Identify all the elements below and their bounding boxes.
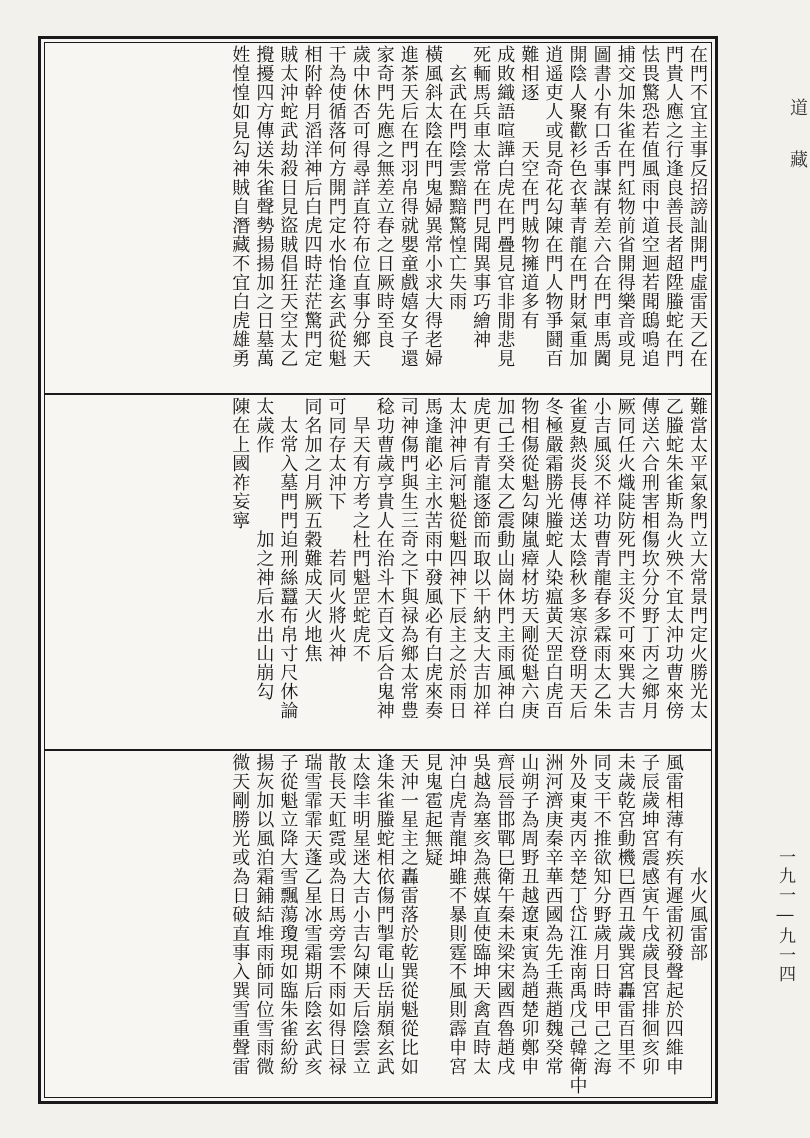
text-column: 厥同任火熾陡防死門主災不可來巽大吉 <box>614 397 636 720</box>
text-column: 子從魁立降大雪飄蕩瓊現如臨朱雀紛紛 <box>277 753 299 1076</box>
band-divider <box>44 749 712 751</box>
side-mark-zang: 藏 <box>787 150 808 168</box>
text-column: 同支干不推欲知分野歲月日時甲己之海 <box>590 753 612 1076</box>
text-column: 歲中休否可得尋詳直符布位直事分鄉天 <box>349 45 371 368</box>
text-column: 吳越為塞亥為燕媒直使臨坤天禽直時太 <box>470 753 492 1076</box>
text-column: 小吉風災不祥功曹青龍春多霖雨太乙朱 <box>590 397 612 720</box>
text-column: 傳送六合刑害相傷坎分分野丁丙之鄉月 <box>638 397 660 720</box>
text-column: 山朔子為周野丑越遼東寅為趙楚卯鄭申 <box>518 753 540 1076</box>
text-column: 太常入墓門門迫刑絲蠶布帛寸尺休論 <box>277 397 299 720</box>
text-column: 太沖神后河魁從魁四神下辰主之於雨日 <box>446 397 468 720</box>
text-column: 加己壬癸太乙震動山崗休門主雨風神白 <box>494 397 516 720</box>
text-column: 成敗織語喧譁白虎在門疊見官非閒悲見 <box>494 45 516 368</box>
text-column: 賊太沖蛇武劫殺日見盜賊倡狂天空太乙 <box>277 45 299 368</box>
text-column: 太陰丰明星迷大吉小吉勾陳天后陰雲立 <box>349 753 371 1076</box>
text-column: 子辰歲坤宮震感寅午戌歲艮宮排徊亥卯 <box>638 753 660 1076</box>
text-column: 攪擾四方傳送朱雀聲勢揚揚加之日墓萬 <box>253 45 275 368</box>
text-column: 難相逐 天空在門賊物擁道多有 <box>518 45 540 330</box>
top-band <box>47 45 709 391</box>
page-frame <box>38 36 718 1104</box>
bottom-band <box>47 753 709 1097</box>
text-column: 沖白虎青龍坤雖不暴則霆不風則霹申宮 <box>446 753 468 1076</box>
text-column: 逍遥吏人或見奇花勾陳在門人物爭鬪百 <box>542 45 564 368</box>
text-column: 雀夏熱炎長傳送太陰秋多寒涼登明天后 <box>566 397 588 720</box>
text-column: 相附幹月滔洋神后白虎四時茫茫驚門定 <box>301 45 323 368</box>
text-column: 瑞雪霏霏天蓬乙星冰雪霜期后陰玄武亥 <box>301 753 323 1076</box>
text-column: 玄武在門陰雲黯黯驚惶亡失雨 <box>446 45 468 311</box>
text-column: 死輀馬兵車太常在門見聞異事巧繪神 <box>470 45 492 349</box>
text-column: 天沖一星主之轟雷落於乾巽從魁從比如 <box>397 753 419 1076</box>
text-column: 逢朱雀螣蛇相依傷門掣電山岳崩頹玄武 <box>373 753 395 1076</box>
text-column: 姓惶惶如見勾神賊自潛藏不宜白虎雄勇 <box>229 45 251 368</box>
text-column: 開陰人聚歡衫色衣華青龍在門財氣重加 <box>566 45 588 368</box>
text-column: 在門不宜主事反招謗訕開門虛雷天乙在 <box>687 45 708 368</box>
text-column: 水火風雷部 <box>687 753 708 962</box>
text-column: 稔功曹歲亨貴人在治斗木百文后合鬼神 <box>373 397 395 720</box>
text-column: 冬極嚴霜勝光螣蛇人染瘟黃天罡白虎百 <box>542 397 564 720</box>
text-column: 門貴人應之行逢良善長者超陞螣蛇在門 <box>662 45 684 368</box>
text-column: 旱天有方考之杜門魁罡蛇虎不 <box>349 397 371 663</box>
text-column: 物相傷從魁勾陳嵐瘴材坊天剛從魁六庚 <box>518 397 540 720</box>
text-column: 虎更有青龍逐節而取以干納支大吉加祥 <box>470 397 492 720</box>
text-column: 圖書小有口舌事謀有差六合在門車馬闐 <box>590 45 612 368</box>
text-column: 洲河濟庚秦辛華西國為先壬燕趙魏癸常 <box>542 753 564 1076</box>
text-column: 乙螣蛇朱雀斯為火殃不宜太沖功曹來傍 <box>662 397 684 720</box>
band-divider <box>44 393 712 395</box>
text-column: 可同存太沖下 若同火將火神 <box>325 397 347 663</box>
text-column: 橫風斜太陰在門鬼婦異常小求大得老婦 <box>421 45 443 368</box>
text-column: 馬逢龍必主水苦雨中發風必有白虎來奏 <box>421 397 443 720</box>
text-column: 陳在上國祚妄寧 <box>229 397 251 530</box>
text-column: 同名加之月厥五穀難成天火地焦 <box>301 397 323 663</box>
text-column: 怯畏驚恐若值風雨中道空迴若聞鴟鳴追 <box>638 45 660 368</box>
text-column: 干為使循落何方開門定水怡逢玄武從魁 <box>325 45 347 368</box>
text-column: 家奇門先應之無差立春之日厥時至良 <box>373 45 395 349</box>
text-column: 捕交加朱雀在門紅物前省開得樂音或見 <box>614 45 636 368</box>
text-column: 外及東夷丙辛楚丁岱江淮南禹戊己韓衛中 <box>566 753 588 1095</box>
text-column: 風雷相薄有疾有遲雷初發聲起於四維申 <box>662 753 684 1076</box>
text-column: 進茶天后在門羽帛得就嬰童戲嬉女子還 <box>397 45 419 368</box>
text-column: 揚灰加以風泊霜鋪結堆雨師同位雪雨微 <box>253 753 275 1076</box>
text-column: 微天剛勝光或為日破直事入巽雪重聲雷 <box>229 753 251 1076</box>
middle-band <box>47 397 709 747</box>
text-column: 見鬼雹起無疑 <box>421 753 443 867</box>
text-column: 齊辰晉邯鄲巳衛午秦未梁宋國酉魯趙戌 <box>494 753 516 1076</box>
text-column: 散長天虹霓或為日馬旁雲不雨如得日禄 <box>325 753 347 1076</box>
text-column: 未歲乾宮動機巳酉丑歲巽宮轟雷百里不 <box>614 753 636 1076</box>
page-number: 一九一―九一四 <box>775 848 795 984</box>
text-column: 難當太平氣象門立大常景門定火勝光太 <box>687 397 708 720</box>
text-column: 司神傷門與生三奇之下與禄為鄉太常豊 <box>397 397 419 720</box>
side-mark-dao: 道 <box>787 98 808 116</box>
text-column: 太歲作 加之神后水出山崩勾 <box>253 397 275 701</box>
